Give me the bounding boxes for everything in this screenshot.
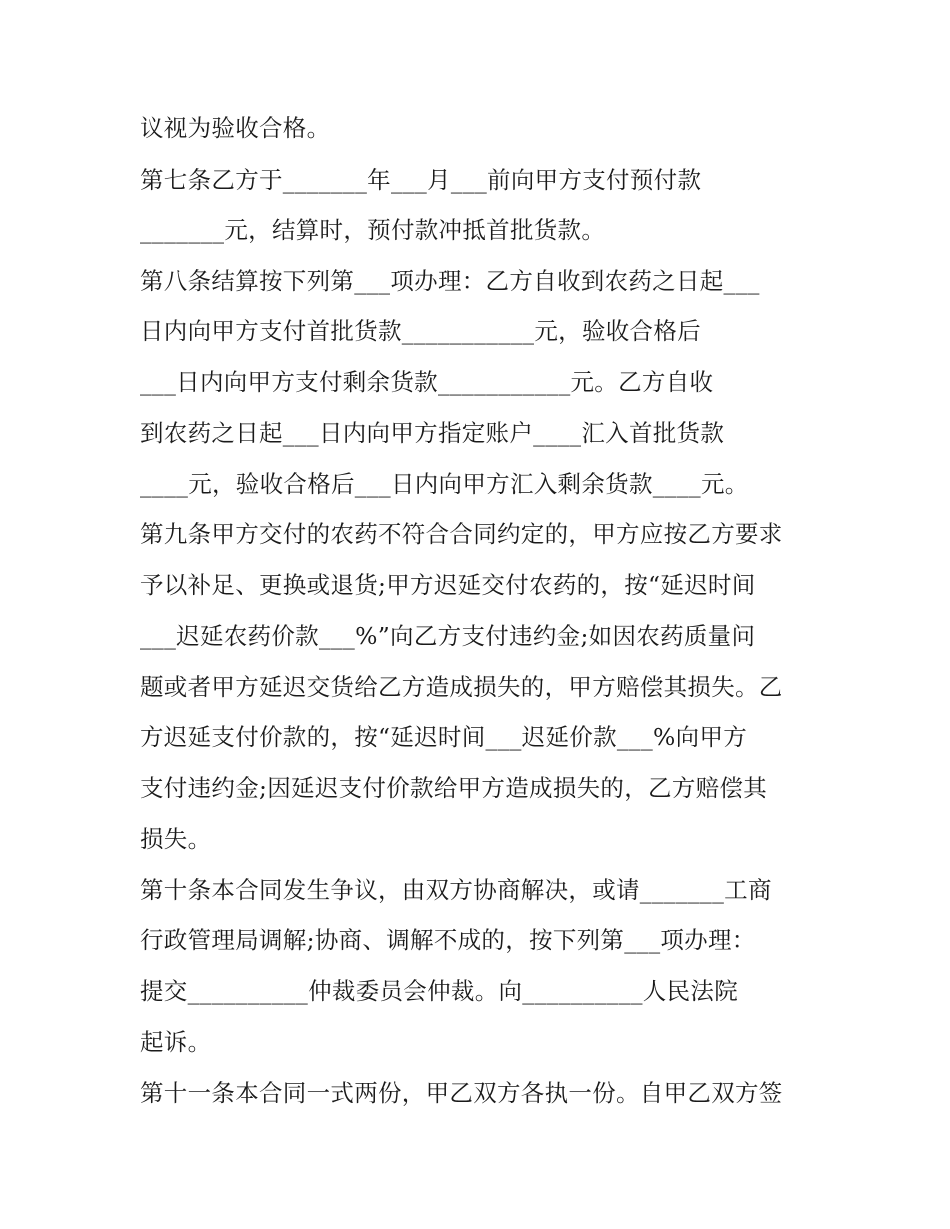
- text-line: 第八条结算按下列第___项办理：乙方自收到农药之日起___: [140, 267, 760, 295]
- text-line: 题或者甲方延迟交货给乙方造成损失的，甲方赔偿其损失。乙: [140, 673, 783, 701]
- text-line: 提交__________仲裁委员会仲裁。向__________人民法院: [140, 977, 738, 1005]
- text-line: ____元，验收合格后___日内向甲方汇入剩余货款____元。: [140, 470, 749, 498]
- text-line: 行政管理局调解;协商、调解不成的，按下列第___项办理：: [140, 926, 756, 954]
- text-line: 第九条甲方交付的农药不符合合同约定的，甲方应按乙方要求: [140, 520, 783, 548]
- text-line: 第七条乙方于_______年___月___前向甲方支付预付款: [140, 166, 702, 194]
- text-line: 损失。: [140, 825, 212, 853]
- text-line: 支付违约金;因延迟支付价款给甲方造成损失的，乙方赔偿其: [140, 774, 768, 802]
- text-line: ___日内向甲方支付剩余货款___________元。乙方自收: [140, 368, 714, 396]
- text-line: 方迟延支付价款的，按“延迟时间___迟延价款___%向甲方: [140, 723, 748, 751]
- text-line: 到农药之日起___日内向甲方指定账户____汇入首批货款: [140, 419, 725, 447]
- text-line: 日内向甲方支付首批货款___________元，验收合格后: [140, 317, 701, 345]
- text-line: ___迟延农药价款___%”向乙方支付违约金;如因农药质量问: [140, 622, 756, 650]
- text-line: 起诉。: [140, 1028, 212, 1056]
- text-line: 第十一条本合同一式两份，甲乙双方各执一份。自甲乙双方签: [140, 1079, 783, 1107]
- text-line: 第十条本合同发生争议，由双方协商解决，或请_______工商: [140, 876, 772, 904]
- text-line: 议视为验收合格。: [140, 114, 331, 142]
- text-line: _______元，结算时，预付款冲抵首批货款。: [140, 216, 606, 244]
- text-line: 予以补足、更换或退货;甲方迟延交付农药的，按“延迟时间: [140, 571, 756, 599]
